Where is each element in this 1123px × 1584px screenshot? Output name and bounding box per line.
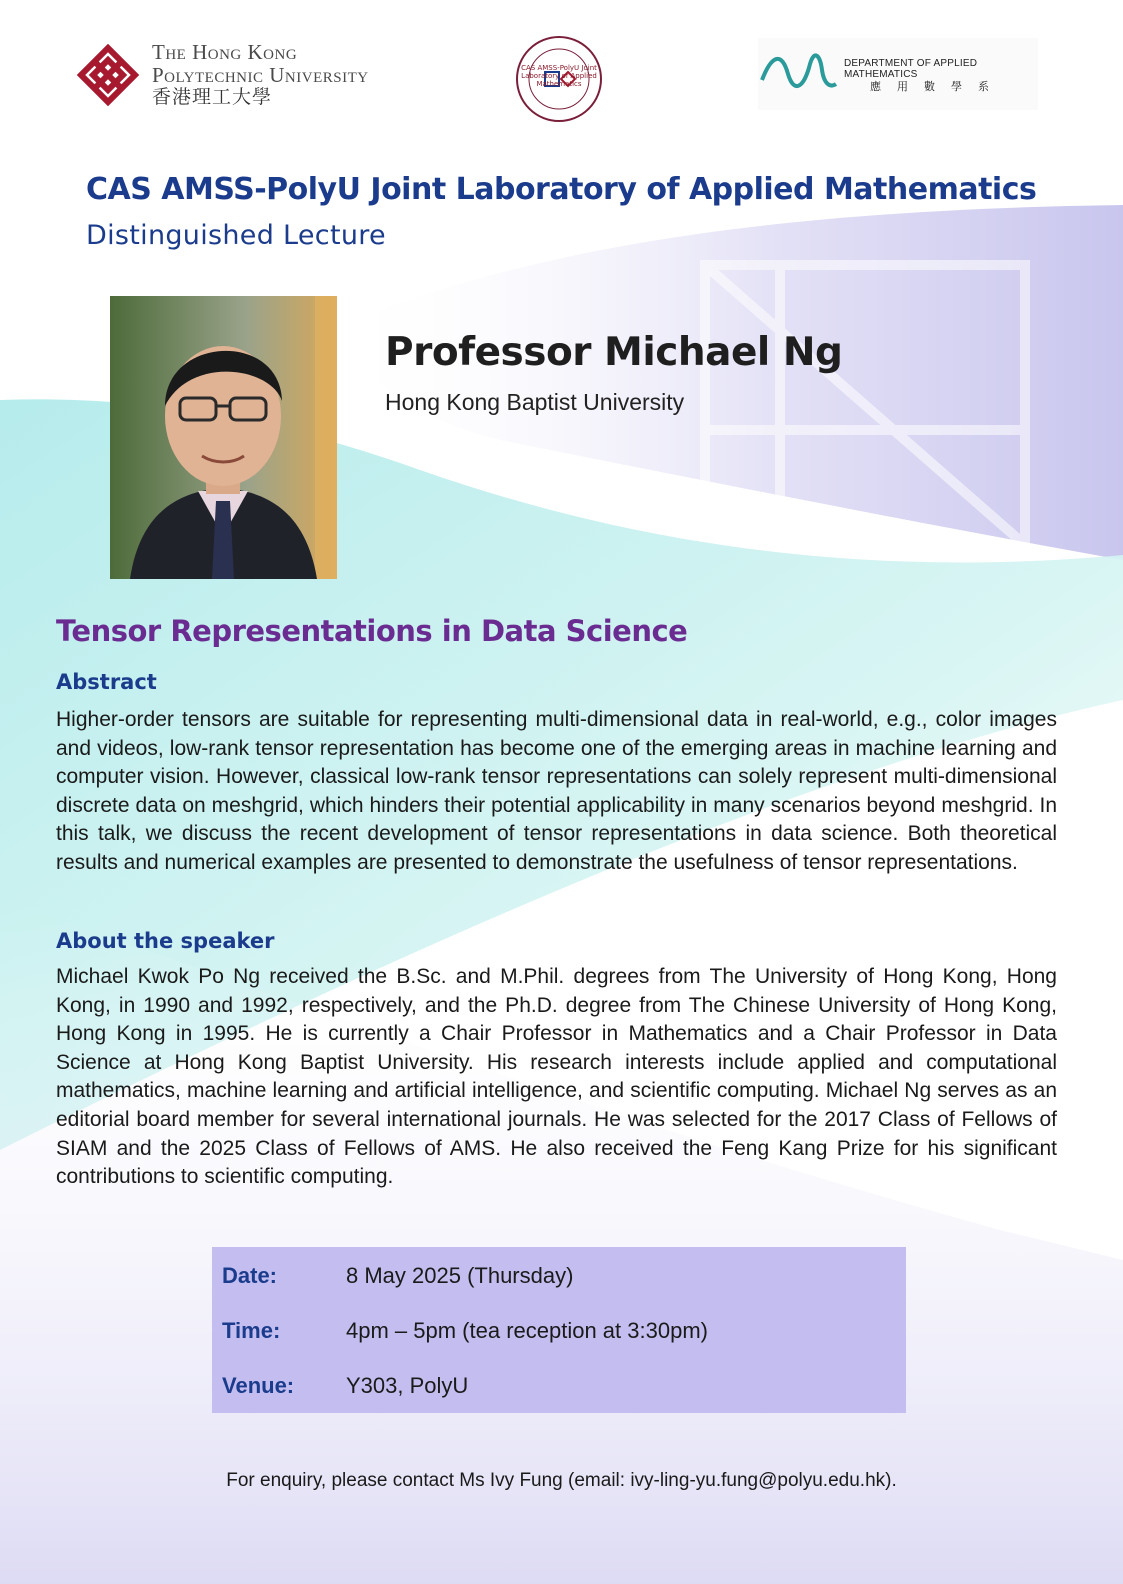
speaker-portrait-icon xyxy=(110,296,337,579)
abstract-heading: Abstract xyxy=(56,670,157,694)
polyu-name-line1: The Hong Kong xyxy=(152,40,298,64)
department-logo xyxy=(758,38,1038,110)
speaker-photo xyxy=(110,296,337,579)
seal-text: CAS AMSS-PolyU Joint Laboratory of Applied Mathematics xyxy=(521,64,597,88)
about-speaker-text: Michael Kwok Po Ng received the B.Sc. and M.Phil. degrees from The University of Hong Kong, Hong Kong, in 1990 and 1992, respectively, and the Ph.D. degree from The Chinese University of Hong Kong, Hong Kong in 1995. He is currently a Chair Professor in Mathematics and a Chair Professor in Data Science at Hong Kong Baptist University. His research interests include applied and computational mathematics, machine learning and artificial intelligence, and scientific computing. Michael Ng serves as an editorial board member for several international journals. He was selected for the 2017 Class of Fellows of SIAM and the 2025 Class of Fellows of AMS. He also received the Feng Kang Prize for his significant contributions to scientific computing. xyxy=(56,965,1057,1189)
polyu-emblem-icon xyxy=(75,44,141,114)
speaker-affiliation: Hong Kong Baptist University xyxy=(385,389,685,415)
about-speaker-heading: About the speaker xyxy=(56,929,275,953)
dept-name-en: DEPARTMENT OF APPLIED MATHEMATICS xyxy=(844,58,978,80)
date-label: Date: xyxy=(222,1263,278,1288)
event-subtitle: Distinguished Lecture xyxy=(86,220,386,251)
venue-label: Venue: xyxy=(222,1373,295,1398)
abstract-text: Higher-order tensors are suitable for representing multi-dimensional data in real-world, e.g., color images and videos, low-rank tensor representation has become one of the emerging areas in machine learning and computer vision. However, classical low-rank tensor representations can solely represent multi-dimensional discrete data on meshgrid, which hinders their potential applicability in many scenarios beyond meshgrid. In this talk, we discuss the recent development of tensor representations in data science. Both theoretical results and numerical examples are presented to demonstrate the usefulness of tensor representations. xyxy=(56,708,1057,874)
talk-title: Tensor Representations in Data Science xyxy=(56,614,688,648)
venue-value: Y303, PolyU xyxy=(346,1373,469,1398)
polyu-name xyxy=(152,42,369,107)
event-details-box xyxy=(212,1247,906,1413)
polyu-name-chinese: 香港理工大學 xyxy=(152,87,273,108)
polyu-logo xyxy=(75,42,445,117)
event-title: CAS AMSS-PolyU Joint Laboratory of Applied Mathematics xyxy=(86,172,1037,207)
polyu-name-line2: Polytechnic University xyxy=(152,63,369,87)
enquiry-contact: For enquiry, please contact Ms Ivy Fung (email: ivy-ling-yu.fung@polyu.edu.hk). xyxy=(226,1470,897,1491)
dept-wave-icon xyxy=(758,44,838,104)
date-value: 8 May 2025 (Thursday) xyxy=(346,1263,574,1288)
joint-lab-seal xyxy=(514,34,604,124)
time-value: 4pm – 5pm (tea reception at 3:30pm) xyxy=(346,1318,708,1343)
speaker-name: Professor Michael Ng xyxy=(385,330,843,375)
time-label: Time: xyxy=(222,1318,281,1343)
dept-name-zh: 應用數學系 xyxy=(870,80,1005,93)
